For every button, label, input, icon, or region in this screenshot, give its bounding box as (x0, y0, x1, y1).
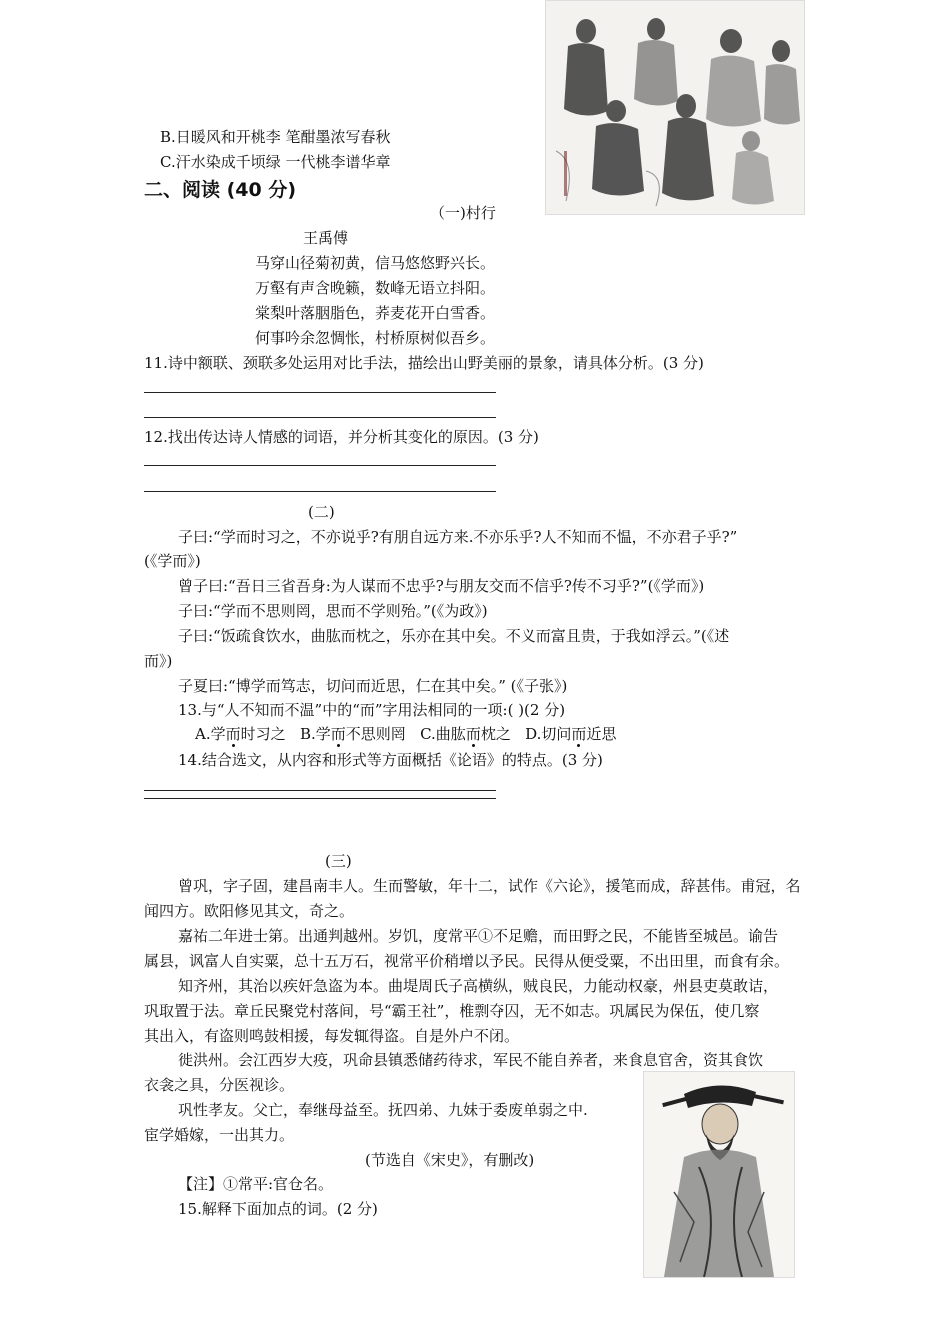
classical-text-line: 知齐州，其治以疾奸急盗为本。曲堤周氏子高横纵，贼良民，力能动权豪，州县吏莫敢诘， (178, 977, 779, 995)
option-c[interactable]: C.曲肱而枕之 (420, 725, 511, 743)
question-13-options (195, 723, 616, 744)
analects-line: 曾子曰:“吾日三省吾身:为人谋而不忠乎?与朋友交而不信乎?传不习乎?”(《学而》) (178, 577, 705, 595)
scholars-painting (545, 0, 805, 215)
question-12: 12.找出传达诗人情感的词语，并分析其变化的原因。(3 分) (144, 428, 539, 446)
classical-text-line: 巩取置于法。章丘民聚党村落间，号“霸王社”，椎剽夺囚，无不如志。巩属民为保伍，使几察 (144, 1002, 760, 1020)
footnote: 【注】①常平:官仓名。 (178, 1175, 334, 1193)
emphasized-char: 而 (330, 725, 346, 743)
classical-text-line: 其出入，有盗则鸣鼓相援，每发辄得盗。自是外户不闭。 (144, 1027, 520, 1045)
source-citation: (节选自《宋史》，有删改) (365, 1151, 535, 1169)
poem-author: 王禹傅 (303, 229, 349, 247)
answer-line[interactable] (144, 465, 496, 466)
section-title: 二、阅读 (40 分) (144, 179, 297, 201)
option-a[interactable]: A.学而时习之 (195, 725, 286, 743)
part3-heading: (三) (325, 852, 352, 870)
classical-text-line: 衣衾之具，分医视诊。 (144, 1076, 295, 1094)
analects-line: 子夏曰:“博学而笃志，切问而近思，仁在其中矣。” (《子张》) (178, 677, 568, 695)
poem-line: 万壑有声含晚籁，数峰无语立抖阳。 (255, 279, 496, 297)
answer-line[interactable] (144, 392, 496, 393)
classical-text-line: 曾巩，字子固，建昌南丰人。生而警敏，年十二，试作《六论》，援笔而成，辞甚伟。甫冠，名 (178, 877, 801, 895)
emphasized-char: 而 (465, 725, 481, 743)
analects-line: (《学而》) (144, 552, 201, 570)
classical-text-line: 嘉祐二年进士第。出通判越州。岁饥，度常平①不足赡，而田野之民，不能皆至城邑。谕告 (178, 927, 779, 945)
classical-text-line: 宦学婚嫁，一出其力。 (144, 1126, 295, 1144)
option-b: B.日暖风和开桃李 笔酣墨浓写春秋 (160, 128, 391, 146)
emphasized-char: 而 (225, 725, 241, 743)
poem-line: 棠梨叶落胭脂色，荞麦花开白雪香。 (255, 304, 496, 322)
scholar-portrait (643, 1071, 795, 1278)
poem-line: 何事吟余忽惆怅，村桥原树似吾乡。 (255, 329, 496, 347)
question-13: 13.与“人不知而不温”中的“而”字用法相同的一项:( )(2 分) (178, 701, 566, 719)
question-14: 14.结合选文，从内容和形式等方面概括《论语》的特点。(3 分) (178, 751, 603, 769)
classical-text-line: 巩性孝友。父亡，奉继母益至。抚四弟、九妹于委废单弱之中. (178, 1101, 588, 1119)
classical-text-line: 徙洪州。会江西岁大疫，巩命县镇悉储药待求，军民不能自养者，来食息官舍，资其食饮 (178, 1051, 764, 1069)
option-c: C.汗水染成千顷绿 一代桃李谱华章 (160, 153, 391, 171)
question-15: 15.解释下面加点的词。(2 分) (178, 1200, 378, 1218)
part1-heading: （一)村行 (430, 204, 496, 222)
analects-line: 子曰:“饭疏食饮水，曲肱而枕之，乐亦在其中矣。不义而富且贵，于我如浮云。”(《述 (178, 627, 730, 645)
option-d[interactable]: D.切问而近思 (525, 725, 617, 743)
option-b[interactable]: B.学而不思则罔 (299, 725, 406, 743)
classical-text-line: 属县，讽富人自实粟，总十五万石，视常平价稍增以予民。民得从便受粟，不出田里，而食有余。 (144, 952, 790, 970)
answer-line[interactable] (144, 417, 496, 418)
part2-heading: (二) (308, 503, 335, 521)
question-11: 11.诗中额联、颈联多处运用对比手法，描绘出山野美丽的景象，请具体分析。(3 分) (144, 354, 704, 372)
analects-line: 而》) (144, 652, 173, 670)
analects-line: 子曰:“学而不思则罔，思而不学则殆。”(《为政》) (178, 602, 488, 620)
answer-line[interactable] (144, 491, 496, 492)
classical-text-line: 闻四方。欧阳修见其文，奇之。 (144, 902, 355, 920)
answer-line[interactable] (144, 790, 496, 791)
analects-line: 子曰:“学而时习之，不亦说乎?有朋自远方来.不亦乐乎?人不知而不愠，不亦君子乎?” (178, 528, 738, 546)
answer-line[interactable] (144, 798, 496, 799)
poem-line: 马穿山径菊初黄，信马悠悠野兴长。 (255, 254, 496, 272)
emphasized-char: 而 (571, 725, 587, 743)
